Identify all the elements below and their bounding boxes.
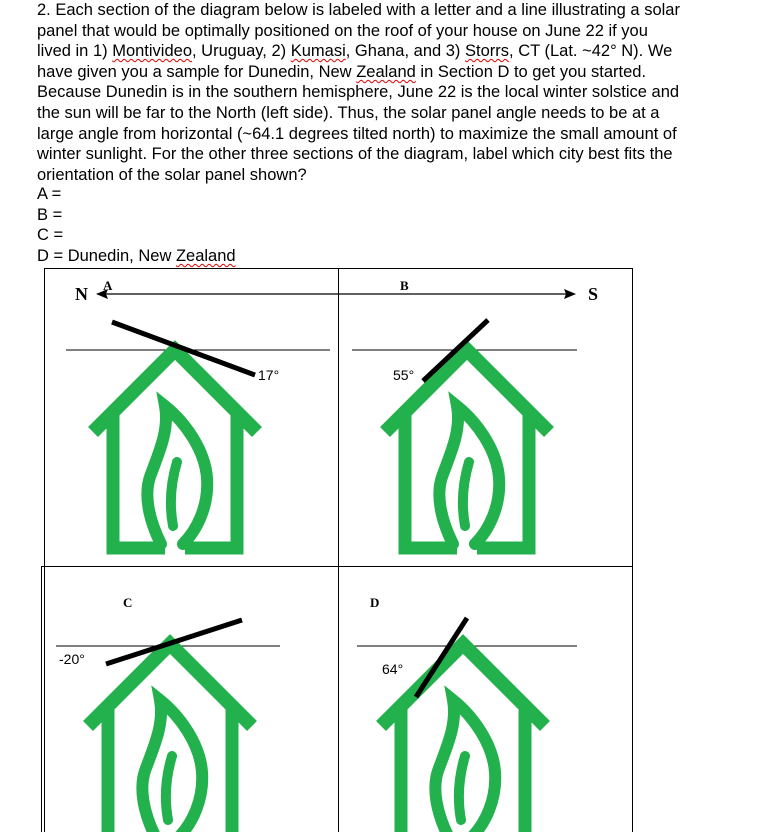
section-c-letter: C <box>123 595 133 610</box>
section-d-house-icon <box>381 644 545 832</box>
answer-c[interactable]: C = <box>37 226 64 245</box>
section-a-angle: 17° <box>258 367 280 383</box>
section-c-house-icon <box>88 644 252 832</box>
south-label: S <box>588 284 599 304</box>
question-text: 2. Each section of the diagram below is labeled with a letter and a line illustrating a solar panel that would be optimally positioned on the roof of your house on June 22 if you lived in 1) Montivideo, Uruguay, 2) Kumasi, Ghana, and 3) Storrs, CT (Lat. ~42° N). We have given you a sample for Dunedin, New Zealand in Section D to get you started. Because Dunedin is in the southern hemisphere, June 22 is the local winter solstice and the sun will be far to the North (left side). Thus, the solar panel angle needs to be at a large angle from horizontal (~64.1 degrees tilted north) to maximize the small amount of winter sunlight. For the other three sections of the diagram, label which city best fits the orientation of the solar panel shown? <box>37 1 680 184</box>
section-a-house-icon <box>93 350 257 548</box>
answer-d[interactable]: D = Dunedin, New Zealand <box>37 246 236 265</box>
section-d-letter: D <box>370 595 380 610</box>
answer-b[interactable]: B = <box>37 205 63 224</box>
question-number: 2. <box>37 1 51 19</box>
section-a-letter: A <box>103 278 113 293</box>
answer-a[interactable]: A = <box>37 185 62 203</box>
north-south-arrow <box>96 289 576 299</box>
section-b-angle: 55° <box>393 367 415 383</box>
section-d-angle: 64° <box>382 661 404 677</box>
section-c-angle: -20° <box>59 651 85 667</box>
north-label: N <box>75 284 88 304</box>
section-b-letter: B <box>400 278 409 293</box>
